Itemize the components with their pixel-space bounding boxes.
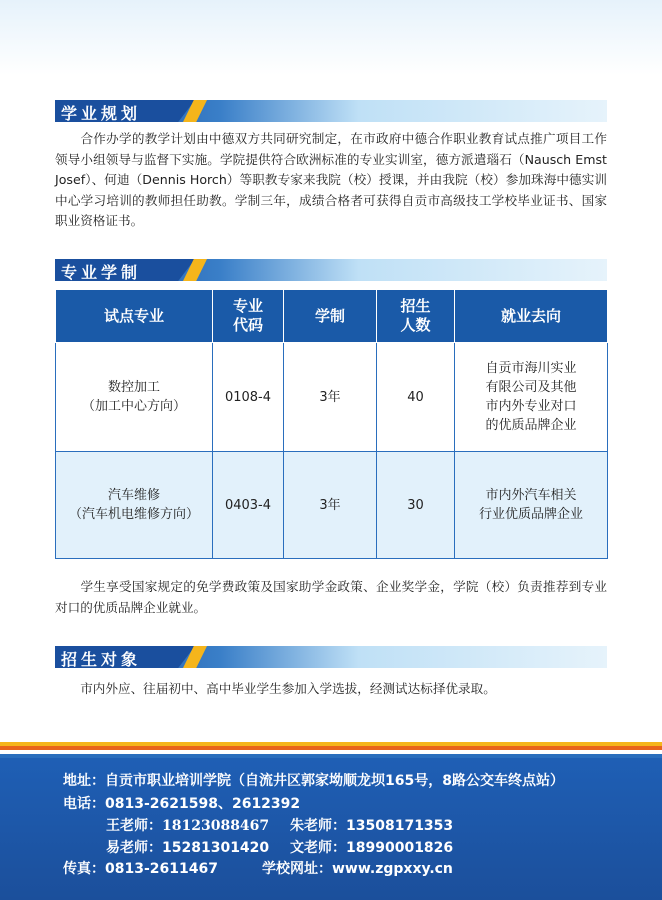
website-line: 学校网址：www.zgpxxy.cn bbox=[262, 861, 453, 877]
section-title-majors: 专业学制 bbox=[61, 263, 142, 282]
major-career-cell: 市内外汽车相关 行业优质品牌企业 bbox=[455, 452, 608, 559]
section-title-enrollment: 招生对象 bbox=[61, 650, 142, 669]
header-code: 专业代码 bbox=[213, 290, 284, 343]
table-header-row bbox=[56, 290, 608, 343]
section-header-study-plan bbox=[55, 100, 607, 122]
footer-decorative-stripes bbox=[0, 742, 662, 758]
phone-line: 电话：0813-2621598、2612392 bbox=[63, 796, 301, 812]
major-years-cell: 3年 bbox=[284, 343, 377, 452]
major-name-cell: 数控加工 （加工中心方向） bbox=[56, 343, 213, 452]
major-career-cell: 自贡市海川实业 有限公司及其他 市内外专业对口 的优质品牌企业 bbox=[455, 343, 608, 452]
section-header-enrollment bbox=[55, 646, 607, 668]
major-count-cell: 30 bbox=[377, 452, 455, 559]
fax-line: 传真：0813-2611467 bbox=[63, 861, 218, 877]
major-code-cell: 0403-4 bbox=[213, 452, 284, 559]
header-count: 招生人数 bbox=[377, 290, 455, 343]
contact-wen: 文老师：18990001826 bbox=[290, 840, 454, 856]
study-plan-paragraph: 合作办学的教学计划由中德双方共同研究制定，在市政府中德合作职业教育试点推广项目工作领导小组领导与监督下实施。学院提供符合欧洲标准的专业实训室，德方派遣瑙石（Nausch Emst Josef）、何迪（Dennis Horch）等职教专家来我院（校）授课，并由我院（校）参加珠海中德实训中心学习培训的教师担任助教。学制三年，成绩合格者可获得自贡市高级技工学校毕业证书、国家职业资格证书。 bbox=[55, 131, 607, 228]
major-years-cell: 3年 bbox=[284, 452, 377, 559]
table-row bbox=[56, 343, 608, 452]
contact-wang: 王老师：18123088467 bbox=[106, 818, 270, 834]
website-link[interactable]: www.zgpxxy.cn bbox=[332, 861, 453, 877]
section-header-majors bbox=[55, 259, 607, 281]
address-line: 地址：自贡市职业培训学院（自流井区郭家坳顺龙坝165号，8路公交车终点站） bbox=[63, 773, 564, 789]
table-row bbox=[56, 452, 608, 559]
header-years: 学制 bbox=[284, 290, 377, 343]
header-major: 试点专业 bbox=[56, 290, 213, 343]
majors-table bbox=[55, 289, 608, 559]
section-title-study-plan: 学业规划 bbox=[61, 104, 142, 123]
contact-yi: 易老师：15281301420 bbox=[106, 840, 270, 856]
majors-note-paragraph: 学生享受国家规定的免学费政策及国家助学金政策、企业奖学金，学院（校）负责推荐到专业对口的优质品牌企业就业。 bbox=[55, 579, 607, 615]
major-count-cell: 40 bbox=[377, 343, 455, 452]
footer-contact-panel bbox=[0, 758, 662, 900]
header-career: 就业去向 bbox=[455, 290, 608, 343]
contact-zhu: 朱老师：13508171353 bbox=[290, 818, 454, 834]
major-code-cell: 0108-4 bbox=[213, 343, 284, 452]
enrollment-paragraph: 市内外应、往届初中、高中毕业学生参加入学选拔，经测试达标择优录取。 bbox=[80, 681, 496, 696]
major-name-cell: 汽车维修 （汽车机电维修方向） bbox=[56, 452, 213, 559]
